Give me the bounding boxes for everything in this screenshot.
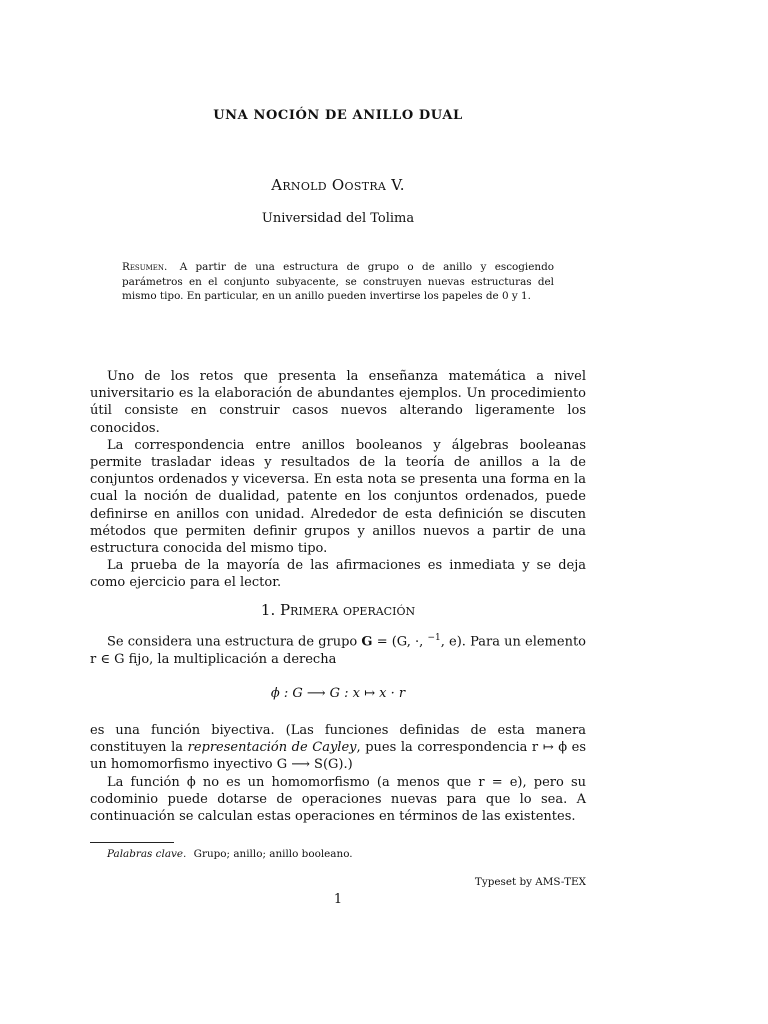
- text-run: , e). Para un elemento r ∈ G fijo, la multiplicación a derecha: [90, 634, 587, 667]
- footnote-text: Grupo; anillo; anillo booleano.: [193, 848, 353, 860]
- inverse-superscript: −1: [427, 633, 441, 643]
- footnote-rule: [90, 842, 174, 843]
- text-run: , pues la correspondencia r ↦ ϕ es un homomorfismo inyectivo G ⟶ S(G).): [90, 740, 586, 773]
- section-title: Primera operación: [280, 601, 416, 619]
- page-number: 1: [333, 892, 343, 907]
- paper-title: UNA NOCIÓN DE ANILLO DUAL: [213, 108, 463, 123]
- introduction: [90, 368, 586, 592]
- paragraph: La función ϕ no es un homomorfismo (a menos que r = e), pero su codominio puede dotarse de operaciones nuevas para que lo sea. A continuación se calculan estas operaciones en términos de las existentes.: [90, 774, 586, 825]
- intro-paragraph: La prueba de la mayoría de las afirmaciones es inmediata y se deja como ejercicio para el lector.: [90, 558, 586, 591]
- author-name: Arnold Oostra V.: [271, 176, 405, 194]
- section1-paragraph-1: [90, 630, 586, 668]
- affiliation: Universidad del Tolima: [261, 211, 415, 226]
- intro-paragraph: La correspondencia entre anillos booleanos y álgebras booleanas permite trasladar ideas y resultados de la teoría de anillos a la de conjuntos ordenados y viceversa. En esta nota se presenta una forma en la cual la noción de dualidad, patente en los conjuntos ordenados, puede definirse en anillos con unidad. Alrededor de esta definición se discuten métodos que permiten definir grupos y anillos nuevos a partir de una estructura conocida del mismo tipo.: [90, 437, 586, 557]
- abstract: [122, 260, 554, 304]
- footnote: [107, 848, 353, 860]
- emphasis: representación de Cayley: [187, 740, 357, 756]
- display-formula: ϕ : G ⟶ G : x ↦ x · r: [270, 686, 406, 701]
- section-heading: [0, 601, 676, 619]
- text-run: = (G, ·,: [372, 634, 428, 650]
- paragraph: [90, 722, 586, 774]
- abstract-label: Resumen.: [122, 261, 168, 273]
- text-run: es una función biyectiva. (Las funciones definidas de esta manera constituyen la: [90, 723, 586, 756]
- group-symbol: G: [361, 634, 373, 650]
- abstract-text: A partir de una estructura de grupo o de anillo y escogiendo parámetros en el conjunto subyacente, se construyen nuevas estructuras del mismo tipo. En particular, en un anillo pueden invertirse los papeles de 0 y 1.: [122, 261, 554, 302]
- intro-paragraph: Uno de los retos que presenta la enseñanza matemática a nivel universitario es la elaboración de abundantes ejemplos. Un procedimiento útil consiste en construir casos nuevos alterando ligeramente los conocidos.: [90, 369, 586, 436]
- section-number: 1.: [260, 601, 276, 619]
- typeset-note: Typeset by AMS-TEX: [474, 876, 586, 888]
- footnote-label: Palabras clave.: [107, 848, 187, 860]
- paragraph: [90, 630, 586, 668]
- text-run: Se considera una estructura de grupo: [107, 634, 362, 650]
- section1-paragraph-2: [90, 722, 586, 825]
